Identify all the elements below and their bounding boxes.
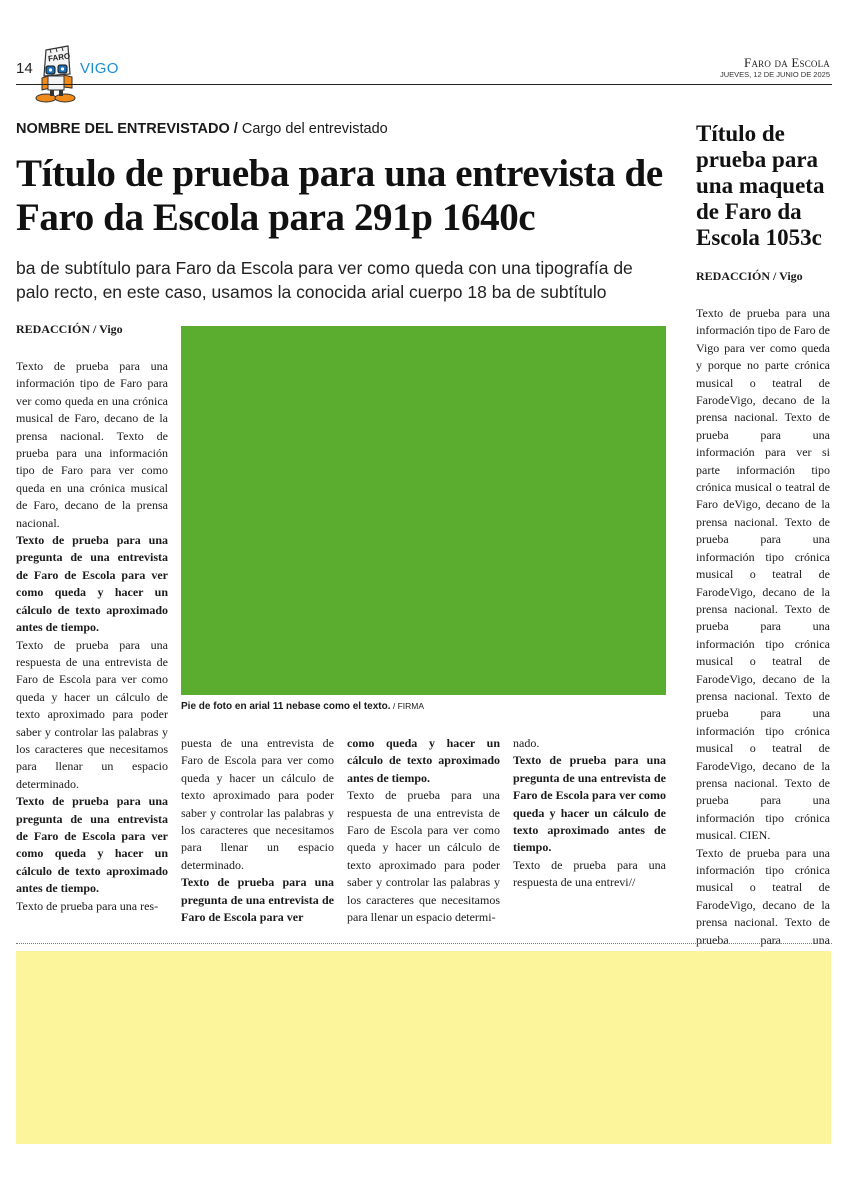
page-number: 14 bbox=[16, 60, 33, 77]
article-column-2 bbox=[181, 735, 334, 926]
interview-question: Texto de prueba para una pregunta de una entrevista de Faro de Escola para ver como queda y hacer un cálculo de texto aproximado antes de tiempo. bbox=[16, 533, 168, 635]
sidebar-headline: Título de prueba para una maqueta de Faro da Escola 1053c bbox=[696, 121, 825, 250]
interviewee-name: NOMBRE DEL ENTREVISTADO bbox=[16, 121, 230, 137]
body-paragraph: Texto de prueba para una información tipo crónica musical o teatral de FarodeVigo, decano de la prensa nacional. Texto de prueba para una bbox=[696, 845, 830, 947]
issue-date: JUEVES, 12 DE JUNIO DE 2025 bbox=[719, 70, 830, 79]
header-rule bbox=[16, 84, 832, 85]
article-subtitle: ba de subtítulo para Faro da Escola para ver como queda con una tipografía de palo recto, en este caso, usamos la conocida arial cuerpo 18 ba de subtítulo bbox=[16, 258, 633, 302]
body-paragraph: puesta de una entrevista de Faro de Escola para ver como queda y hacer un cálculo de texto aproximado para poder saber y controlar las palabras y los caracteres que necesitamos para llenar un espacio determinado. bbox=[181, 736, 334, 872]
article-photo bbox=[181, 326, 666, 695]
article-column-4 bbox=[513, 735, 666, 892]
masthead bbox=[744, 55, 830, 71]
ad-separator bbox=[16, 943, 832, 944]
sidebar-column bbox=[696, 305, 830, 966]
advertisement-space bbox=[16, 951, 831, 1144]
interview-question: Texto de prueba para una pregunta de una entrevista de Faro de Escola para ver bbox=[181, 875, 334, 925]
kicker-separator: / bbox=[229, 121, 242, 137]
interview-question: como queda y hacer un cálculo de texto aproximado antes de tiempo. bbox=[347, 736, 500, 785]
photo-credit: / FIRMA bbox=[390, 701, 425, 711]
body-paragraph: nado. bbox=[513, 736, 540, 750]
body-paragraph: Texto de prueba para una respuesta de una entrevi// bbox=[513, 857, 666, 890]
sidebar-byline: REDACCIÓN / Vigo bbox=[696, 269, 803, 283]
body-paragraph: Texto de prueba para una respuesta de una entrevista de Faro de Escola para ver como queda y hacer un cálculo de texto aproximado para poder saber y controlar las palabras y los caracteres que necesitamos para llenar un espacio determinado. bbox=[16, 637, 168, 791]
body-paragraph: Texto de prueba para una res- bbox=[16, 898, 159, 913]
article-column-3 bbox=[347, 735, 500, 926]
interview-question: Texto de prueba para una pregunta de una entrevista de Faro de Escola para ver como queda y hacer un cálculo de texto aproximado antes de tiempo. bbox=[16, 794, 168, 896]
photo-caption bbox=[181, 701, 424, 712]
section-name: VIGO bbox=[80, 60, 119, 77]
article-column-1 bbox=[16, 358, 168, 915]
body-paragraph: Texto de prueba para una información tipo de Faro de Vigo para ver como queda y porque no parte crónica musical o teatral de FarodeVigo, decano de la prensa nacional. Texto de prueba para una información para ver si parte información tipo crónica musical o teatral de Faro deVigo, decano de la prensa nacional. Texto de prueba para una información tipo crónica musical o teatral de FarodeVigo, decano de la prensa nacional. Texto de prueba para una información tipo crónica musical o teatral de FarodeVigo, decano de la prensa nacional. Texto de prueba para una información tipo crónica musical o teatral de FarodeVigo, decano de la prensa nacional. Texto de prueba para una información tipo crónica musical. CIEN. bbox=[696, 306, 830, 843]
article-headline: Título de prueba para una entrevista de Faro da Escola para 291p 1640c bbox=[16, 152, 663, 239]
article-byline: REDACCIÓN / Vigo bbox=[16, 322, 123, 336]
interviewee-role: Cargo del entrevistado bbox=[241, 121, 388, 137]
interviewee-kicker bbox=[16, 121, 388, 137]
mascot-logo bbox=[32, 44, 82, 106]
body-paragraph: Texto de prueba para una información tipo de Faro para ver como queda en una crónica musical de Faro, decano de la prensa nacional. Texto de prueba para una información tipo de Faro para ver como queda en una crónica musical de Faro, decano de la prensa nacional. bbox=[16, 359, 168, 530]
masthead-title: Faro da Escola bbox=[744, 55, 830, 70]
logo-text: FARO bbox=[47, 51, 71, 64]
interview-question: Texto de prueba para una pregunta de una entrevista de Faro de Escola para ver como queda y hacer un cálculo de texto aproximado antes de tiempo. bbox=[513, 753, 666, 855]
caption-text: Pie de foto en arial 11 nebase como el texto. bbox=[181, 701, 391, 712]
body-paragraph: Texto de prueba para una respuesta de una entrevista de Faro de Escola para ver como queda y hacer un cálculo de texto aproximado para poder saber y controlar las palabras y los caracteres que necesitamos para llenar un espacio determi- bbox=[347, 788, 500, 925]
